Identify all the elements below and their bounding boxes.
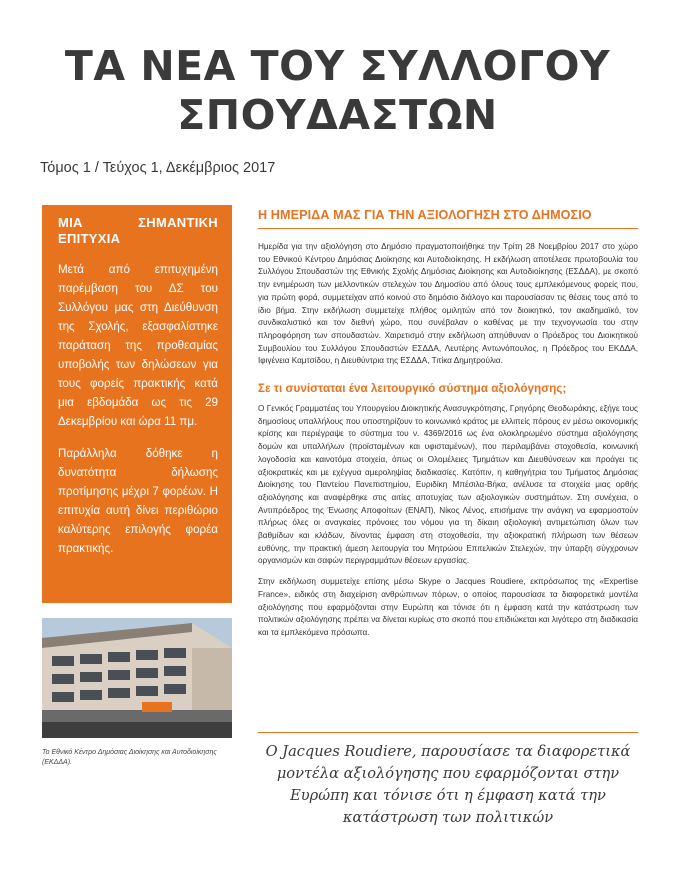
article-paragraph-3: Στην εκδήλωση συμμετείχε επίσης μέσω Skype ο Jacques Roudiere, εκπρόσωπος της «Expertise France», ειδικός στη διαχείριση ανθρώπινων πόρων, ο οποίος παρουσίασε τα διαφορετικά μοντέλα αξιολόγησης που εφαρμόζονται στην Ευρώπη και τόνισε ότι η έμφαση κατά την κατάστρωση των πολιτικών αξιολόγησης πρέπει να δίνεται κυρίως στο σκοπό που επιδιώκεται και λιγότερο στη διαδικασία και τα εμπλεκόμενα πρόσωπα. xyxy=(258,577,638,637)
article-headline: Η ΗΜΕΡΙΔΑ ΜΑΣ ΓΙΑ ΤΗΝ ΑΞΙΟΛΟΓΗΣΗ ΣΤΟ ΔΗΜΟΣΙΟ xyxy=(258,208,638,229)
article-subheading: Σε τι συνίσταται ένα λειτουργικό σύστημα αξιολόγησης; xyxy=(258,382,567,396)
masthead-title-line2: ΣΠΟΥΔΑΣΤΩΝ xyxy=(177,91,498,139)
pull-quote: O Jacques Roudiere, παρουσίασε τα διαφορετικά μοντέλα αξιολόγησης που εφαρμόζονται στην Ευρώπη και τόνισε ότι η έμφαση κατά την κατάστρωση των πολιτικών xyxy=(258,732,638,829)
masthead-title-line1: ΤΑ ΝΕΑ ΤΟΥ ΣΥΛΛΟΓΟΥ xyxy=(64,42,611,90)
issue-info: Τόμος 1 / Τεύχος 1, Δεκέμβριος 2017 xyxy=(40,160,276,176)
article xyxy=(258,208,638,640)
sidebar-paragraph-2: Παράλληλα δόθηκε η δυνατότητα δήλωσης προτίμησης μέχρι 7 φορέων. Η επιτυχία αυτή δίνει περιθώριο καλύτερης επιλογής φορέα πρακτικής. xyxy=(58,447,218,555)
article-paragraph-2: Ο Γενικός Γραμματέας του Υπουργείου Διοικητικής Ανασυγκρότησης, Γρηγόρης Θεοδωράκης, εξήγε τους δημοσίους υπαλλήλους που υποστηρίζουν το κοινωνικό κράτος με ελλιπείς πόρους εν μέσω οικονομικής κρίσης και περιέγραψε το σύστημα του ν. 4369/2016 ως ένα ολοκληρωμένο σύστημα αξιολόγησης δομών και υπαλλήλων (προϊσταμένων και υφισταμένων), που περιλαμβάνει στοχοθεσία, κοινωνική λογοδοσία και καινοτόμα στοιχεία, όπως οι Ολομέλειες Τμημάτων και Διευθύνσεων και προάγει τις αξιοκρατικές και με εχέγγυα αμεροληψίας διαδικασίες. Κατόπιν, η καθηγήτρια του Τμήματος Δημόσιας Διοίκησης του Παντείου Πανεπιστημίου, Ευριδίκη Μπέσιλα-Βήκα, ανέλυσε τα στοιχεία μιας ορθής αξιολόγησης και αναφέρθηκε στις αιτίες αποτυχίας των αξιολογικών συστημάτων. Στη συνέχεια, ο Αντιπρόεδρος της Ένωσης Αποφοίτων (ΕΝΑΠ), Νίκος Λένος, επισήμανε την ανάγκη να εφαρμοστούν πλήρως όλες οι αναγκαίες πρόνοιες του νόμου για τη δίκαιη αξιολογική αντιμετώπιση όλων των βαθμίδων και κλάδων, δίνοντας έμφαση στη στοχοθεσία, την αξιοκρατική πλήρωση των θέσεων ευθύνης, την πρακτική άμεση λειτουργία του Μητρώου Επιτελικών Στελεχών, την ύπαρξη σύγχρονων οργανισμών και σαφών περιγραμμάτων θέσεων εργασίας. xyxy=(258,404,638,566)
sidebar-heading: ΜΙΑ ΣΗΜΑΝΤΙΚΗ ΕΠΙΤΥΧΙΑ xyxy=(58,215,218,246)
article-paragraph-1: Ημερίδα για την αξιολόγηση στο Δημόσιο πραγματοποιήθηκε την Τρίτη 28 Νοεμβρίου 2017 στο χώρο του Εθνικού Κέντρου Δημόσιας Διοίκησης και Αυτοδιοίκησης. Η εκδήλωση αποτέλεσε πρωτοβουλία του Συλλόγου Σπουδαστών της Εθνικής Σχολής Δημόσιας Διοίκησης και Αυτοδιοίκησης (ΕΣΔΔΑ), με σκοπό την ενημέρωση των μελλοντικών στελεχών του Δημοσίου από όλους τους εμπλεκόμενους φορείς που, για πρώτη φορά, συμμετείχαν από κοινού στο δημόσιο διάλογο και παρουσίασαν τις θέσεις τους από το ίδιο βήμα. Στην εκδήλωση συμμετείχε πλήθος ομιλητών από τον διοικητικό, τον ακαδημαϊκό, τον συνδικαλιστικό και τον διεθνή χώρο, που συνέβαλαν ο καθένας με την τεχνογνωσία του στην πληροφόρηση των σπουδαστών. Χαιρετισμό στην εκδήλωση απηύθυναν ο Πρόεδρος του Διοικητικού Συμβουλίου του Συλλόγου Σπουδαστών ΕΣΔΔΑ, Λευτέρης Αντωνόπουλος, η Πρόεδρος του ΕΚΔΔΑ, Ιφιγένεια Καμτσίδου, η Διευθύντρια της ΕΣΔΔΑ, Τιτίκα Δημητρούλια. xyxy=(258,242,638,366)
sidebar-paragraph-1: Μετά από επιτυχημένη παρέμβαση του ΔΣ του Συλλόγου μας στη Διεύθυνση της Σχολής, εξασφαλίστηκε παράταση της προθεσμίας υποβολής των δηλώσεων για τους φορείς πρακτικής κατά μια εβδομάδα ως τις 29 Δεκεμβρίου και ώρα 11 πμ. xyxy=(58,263,218,428)
masthead-title xyxy=(40,42,635,140)
photo-caption: Το Εθνικό Κέντρο Δημόσιας Διοίκησης και Αυτοδιοίκησης (ΕΚΔΔΑ). xyxy=(42,749,217,766)
building-illustration xyxy=(42,618,232,738)
building-photo xyxy=(42,618,232,738)
sidebar-box xyxy=(42,205,232,603)
